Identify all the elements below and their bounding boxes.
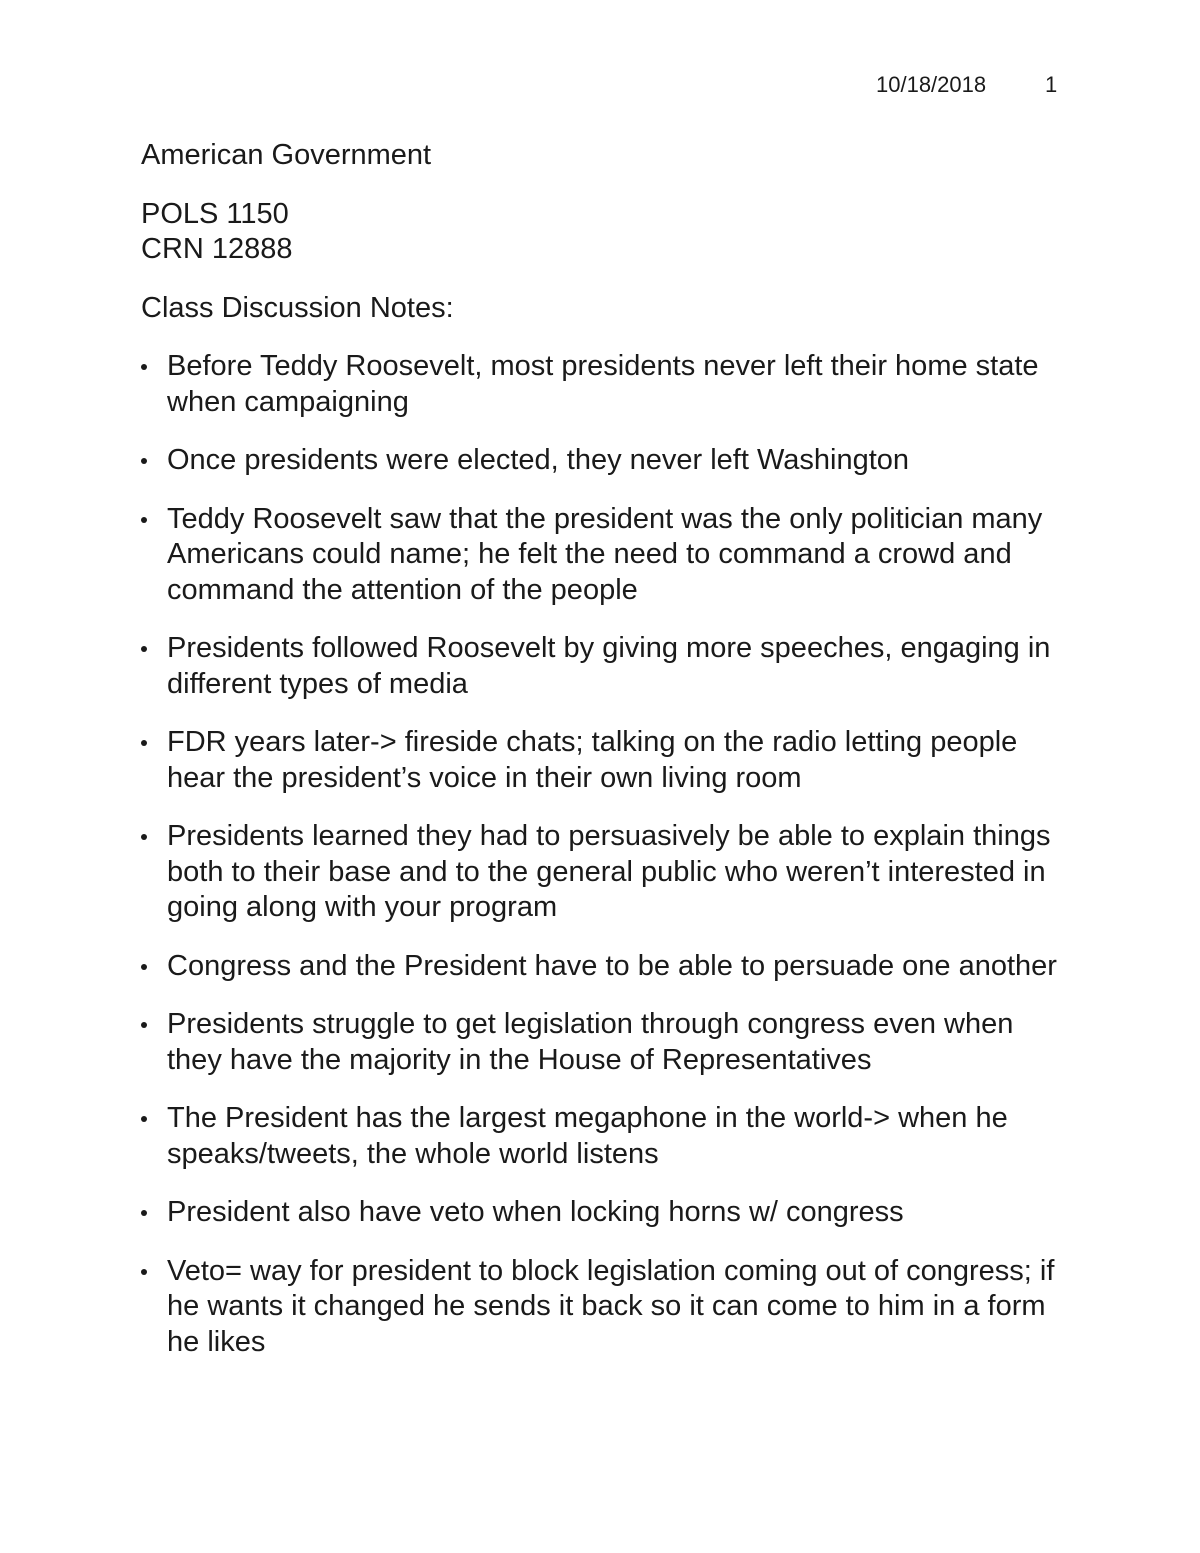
list-item <box>141 443 1071 479</box>
bullet-icon <box>141 458 147 464</box>
note-text: Before Teddy Roosevelt, most presidents never left their home state when campaigning <box>167 350 1039 418</box>
note-text: Presidents followed Roosevelt by giving more speeches, engaging in different types of media <box>167 632 1051 700</box>
notes-heading: Class Discussion Notes: <box>141 291 454 324</box>
page-number: 1 <box>1045 72 1058 97</box>
bullet-icon <box>141 646 147 652</box>
list-item <box>141 725 1071 796</box>
note-text: President also have veto when locking horns w/ congress <box>167 1196 904 1228</box>
course-crn: CRN 12888 <box>141 233 293 265</box>
note-text: The President has the largest megaphone in the world-> when he speaks/tweets, the whole world listens <box>167 1102 1008 1170</box>
list-item <box>141 349 1071 420</box>
list-item <box>141 1195 1071 1231</box>
list-item <box>141 1007 1071 1078</box>
note-text: Congress and the President have to be able to persuade one another <box>167 949 1057 982</box>
note-text: FDR years later-> fireside chats; talking on the radio letting people hear the president’s voice in their own living room <box>167 726 1018 794</box>
course-info <box>141 197 1071 268</box>
bullet-icon <box>141 964 147 970</box>
list-item <box>141 631 1071 702</box>
bullet-icon <box>141 1116 147 1122</box>
bullet-icon <box>141 1210 147 1216</box>
bullet-icon <box>141 834 147 840</box>
list-item <box>141 502 1071 609</box>
list-item <box>141 1254 1071 1361</box>
list-item <box>141 819 1071 926</box>
note-text: Presidents learned they had to persuasively be able to explain things both to their base and to the general public who weren’t interested in going along with your program <box>167 820 1051 923</box>
bullet-icon <box>141 1022 147 1028</box>
note-text: Veto= way for president to block legislation coming out of congress; if he wants it changed he sends it back so it can come to him in a form he likes <box>167 1254 1055 1358</box>
list-item <box>141 949 1071 985</box>
note-text: Once presidents were elected, they never left Washington <box>167 444 910 476</box>
page-date: 10/18/2018 <box>876 72 987 97</box>
bullet-icon <box>141 517 147 523</box>
page-header <box>0 72 1200 102</box>
bullet-icon <box>141 740 147 746</box>
note-text: Presidents struggle to get legislation through congress even when they have the majority in the House of Representatives <box>167 1008 1014 1076</box>
course-code: POLS 1150 <box>141 197 289 230</box>
bullet-icon <box>141 1269 147 1275</box>
bullet-icon <box>141 364 147 370</box>
document-body <box>141 138 1071 1383</box>
document-title: American Government <box>141 139 432 171</box>
list-item <box>141 1101 1071 1172</box>
notes-list <box>141 349 1071 1360</box>
note-text: Teddy Roosevelt saw that the president was the only politician many Americans could name; he felt the need to command a crowd and command the attention of the people <box>167 502 1043 606</box>
